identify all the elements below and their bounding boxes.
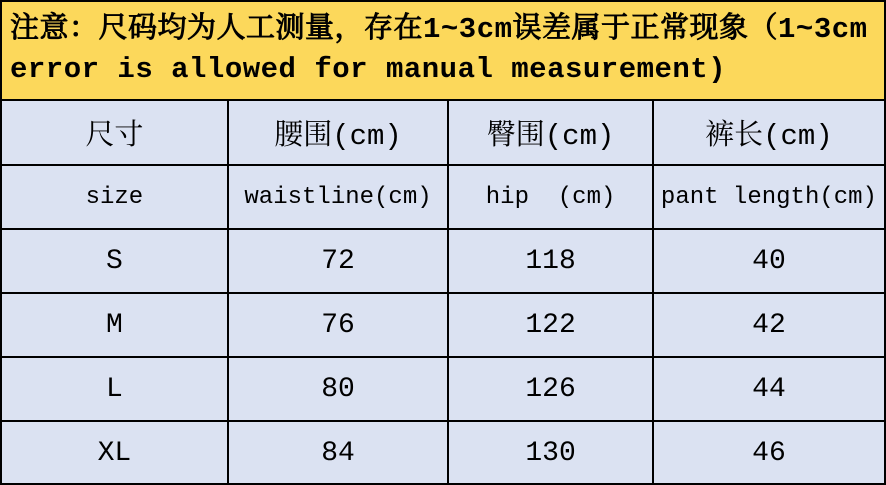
cell-size: L bbox=[2, 357, 228, 421]
header-cell-waistline-en: waistline(cm) bbox=[228, 165, 449, 229]
header-cell-size-cn: 尺寸 bbox=[2, 101, 228, 165]
cell-pant-length: 42 bbox=[653, 293, 884, 357]
table-row-xl bbox=[2, 421, 884, 485]
cell-size: XL bbox=[2, 421, 228, 485]
table-row-m bbox=[2, 293, 884, 357]
cell-hip: 130 bbox=[448, 421, 653, 485]
notice-line-2: error is allowed for manual measurement) bbox=[10, 53, 727, 86]
header-cell-hip-cn: 臀围(cm) bbox=[448, 101, 653, 165]
cell-pant-length: 46 bbox=[653, 421, 884, 485]
cell-pant-length: 44 bbox=[653, 357, 884, 421]
cell-pant-length: 40 bbox=[653, 229, 884, 293]
header-cell-waistline-cn: 腰围(cm) bbox=[228, 101, 449, 165]
notice-banner bbox=[2, 2, 884, 101]
cell-size: M bbox=[2, 293, 228, 357]
cell-waistline: 80 bbox=[228, 357, 449, 421]
cell-hip: 118 bbox=[448, 229, 653, 293]
cell-waistline: 72 bbox=[228, 229, 449, 293]
header-cell-size-en: size bbox=[2, 165, 228, 229]
cell-hip: 126 bbox=[448, 357, 653, 421]
cell-hip: 122 bbox=[448, 293, 653, 357]
cell-waistline: 84 bbox=[228, 421, 449, 485]
header-row-en bbox=[2, 165, 884, 229]
notice-line-1: 注意：尺码均为人工测量，存在1~3cm误差属于正常现象（1~3cm bbox=[10, 13, 868, 46]
cell-waistline: 76 bbox=[228, 293, 449, 357]
size-chart-table bbox=[2, 101, 884, 485]
header-row-cn bbox=[2, 101, 884, 165]
cell-size: S bbox=[2, 229, 228, 293]
header-cell-pant-length-en: pant length(cm) bbox=[653, 165, 884, 229]
table-row-s bbox=[2, 229, 884, 293]
header-cell-pant-length-cn: 裤长(cm) bbox=[653, 101, 884, 165]
header-cell-hip-en: hip (cm) bbox=[448, 165, 653, 229]
table-row-l bbox=[2, 357, 884, 421]
